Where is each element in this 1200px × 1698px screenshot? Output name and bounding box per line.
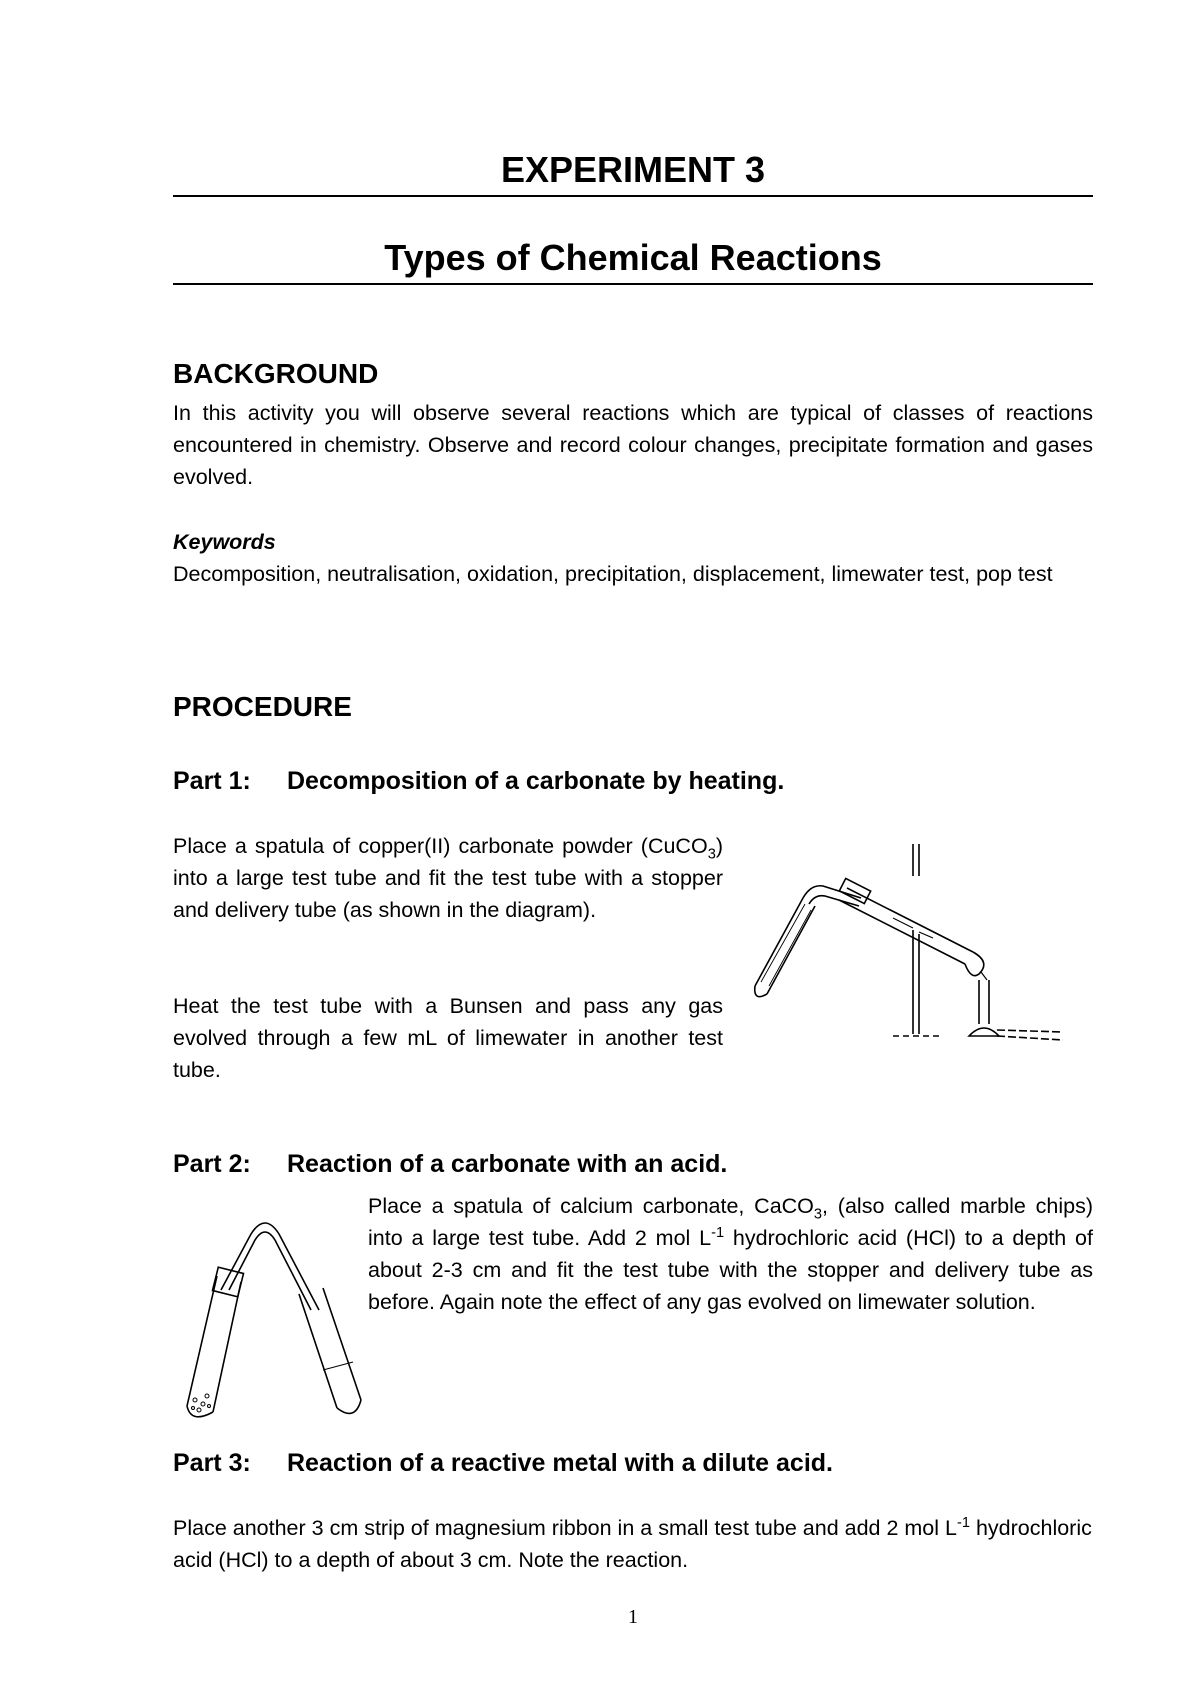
part2-number: Part 2: (173, 1150, 251, 1178)
subtitle-rule (173, 283, 1093, 285)
part1-heading (173, 765, 784, 797)
part2-title: Reaction of a carbonate with an acid. (287, 1150, 728, 1178)
part3-number: Part 3: (173, 1449, 251, 1477)
part3-text: Place another 3 cm strip of magnesium ribbon in a small test tube and add 2 mol $L^{-1}$ hydrochloric acid (HCl) to a depth of about 3 cm. Note the reaction. (173, 1514, 1092, 1572)
marble-chips-illustration (192, 1394, 211, 1412)
bunsen-burner-illustration (969, 972, 1063, 1040)
part1-para2: Heat the test tube with a Bunsen and pass any gas evolved through a few mL of limewater in another test tube. (173, 994, 723, 1082)
carbonate-acid-diagram (173, 1210, 373, 1425)
receiving-test-tube-illustration (755, 898, 815, 997)
experiment-title: EXPERIMENT 3 (500, 149, 766, 190)
part2-heading (173, 1148, 727, 1180)
keywords-label: Keywords (173, 530, 276, 554)
heated-test-tube-illustration (839, 878, 984, 975)
part1-number: Part 1: (173, 767, 251, 795)
part3-heading (173, 1447, 833, 1479)
page-subtitle: Types of Chemical Reactions (384, 237, 882, 278)
part1-title: Decomposition of a carbonate by heating. (287, 767, 785, 795)
page-number: 1 (628, 1606, 638, 1628)
keywords-text: Decomposition, neutralisation, oxidation, precipitation, displacement, limewater test, pop test (173, 562, 1053, 586)
part2-text: Place a spatula of calcium carbonate, CaCO$_3$, (also called marble chips) into a large test tube. Add 2 mol $L^{-1}$ hydrochloric acid (HCl) to a depth of about 2-3 cm and fit the test tube with the stopper and delivery tube as before. Again note the effect of any gas evolved on limewater solution. (368, 1194, 1093, 1314)
limewater-test-tube-illustration (299, 1288, 361, 1413)
part3-title: Reaction of a reactive metal with a dilute acid. (287, 1449, 833, 1477)
background-text: In this activity you will observe several reactions which are typical of classes of reactions encountered in chemistry. Observe and record colour changes, precipitate formation and gases evolved. (173, 401, 1093, 489)
title-rule (173, 195, 1093, 197)
reaction-test-tube-illustration (187, 1267, 244, 1417)
heating-apparatus-diagram (743, 840, 1103, 1060)
part1-para1: Place a spatula of copper(II) carbonate powder (CuCO$_3$) into a large test tube and fit the test tube with a stopper and delivery tube (as shown in the diagram). (173, 834, 723, 922)
procedure-heading: PROCEDURE (173, 691, 352, 722)
background-heading: BACKGROUND (173, 358, 379, 389)
delivery-tube-illustration (803, 886, 861, 906)
